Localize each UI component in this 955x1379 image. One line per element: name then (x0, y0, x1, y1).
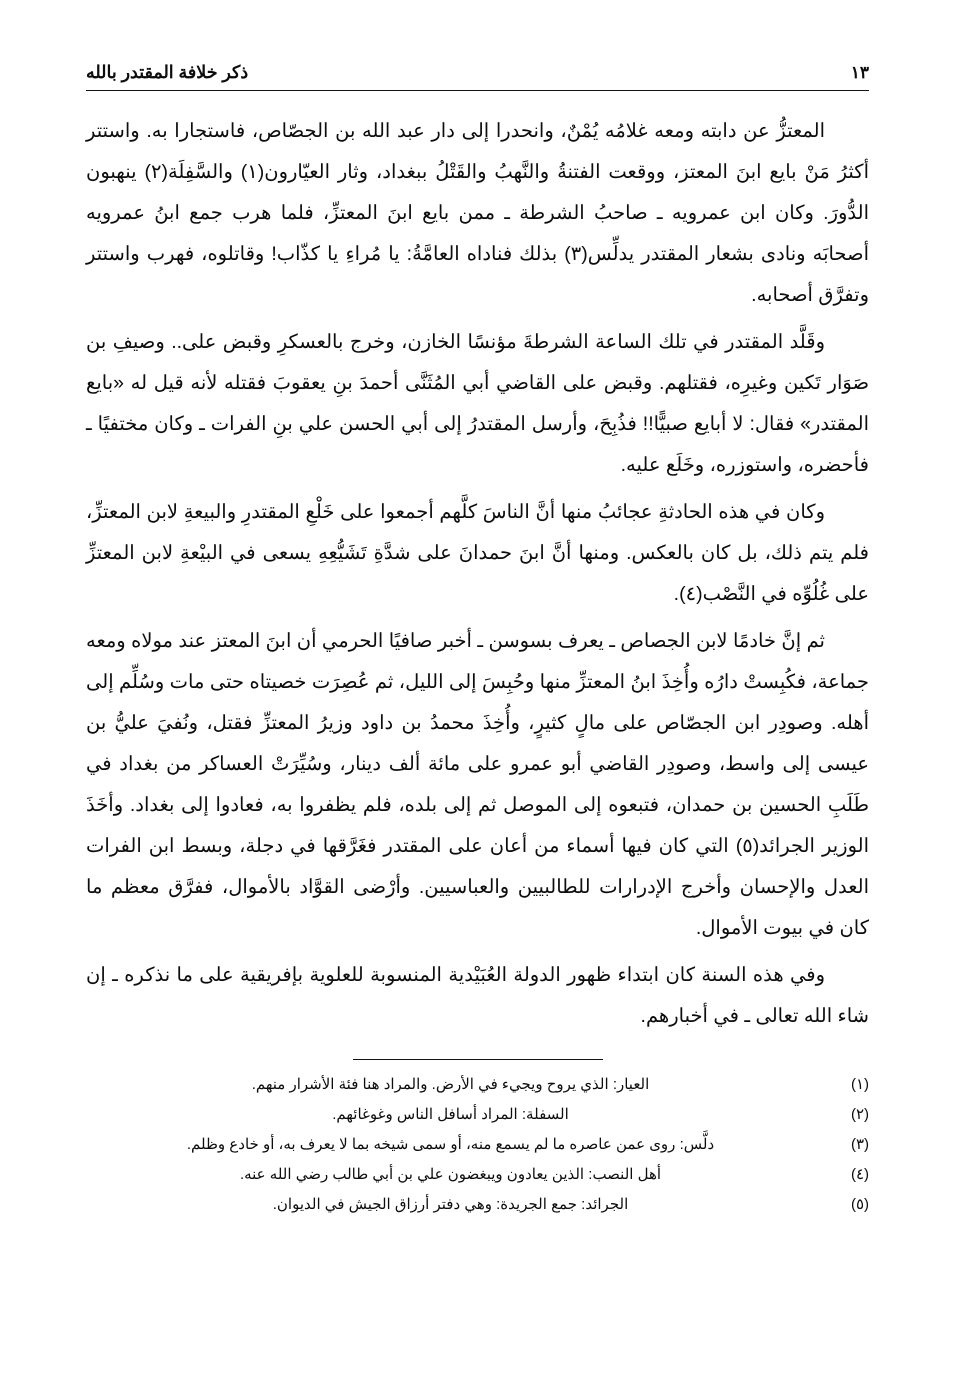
paragraph: وكان في هذه الحادثةِ عجائبُ منها أنَّ الناسَ كلَّهم أجمعوا على خَلْعِ المقتدرِ والبيعةِ لابن المعتزِّ، فلم يتم ذلك، بل كان بالعكس. ومنها أنَّ ابنَ حمدانَ على شدَّةِ تَشَيُّعِهِ يسعى في البيْعةِ لابن المعتزِّ على غُلُوِّه في النَّصْب(٤). (86, 501, 870, 605)
footnote-item (86, 1100, 869, 1130)
footnote-number: (٥) (850, 1196, 869, 1213)
page-number: ١٣ (850, 63, 869, 82)
paragraph: المعتزُّ عن دابته ومعه غلامُه يُمْنٌ، وانحدرا إلى دار عبد الله بن الجصّاص، فاستجارا به. واستتر أكثرُ مَنْ بايع ابنَ المعتز، ووقعت الفتنةُ والنَّهبُ والقَتْلُ ببغداد، وثار العيّارون(١) والسَّفِلَة(٢) ينهبون الدُّورَ. وكان ابن عمرويه ـ صاحبُ الشرطة ـ ممن بايع ابنَ المعتزِّ، فلما هرب جمع ابنُ عمرويه أصحابَه ونادى بشعار المقتدر يدلِّس(٣) بذلك فناداه العامَّةُ: يا مُراءِ يا كذّاب! وقاتلوه، فهرب واستتر وتفرَّق أصحابه. (86, 120, 870, 306)
footnote-item (86, 1190, 869, 1220)
page-footer-spacer (86, 1220, 869, 1240)
footnote-text: دلَّس: روى عمن عاصره ما لم يسمع منه، أو سمى شيخه بما لا يعرف به، أو خادع وظلم. (186, 1136, 715, 1153)
paragraph: وفي هذه السنة كان ابتداء ظهور الدولة العُبَيْدية المنسوبة للعلوية بإفريقية على ما نذكره ـ إن شاء الله تعالى ـ في أخبارهم. (86, 964, 869, 1027)
footnote-number: (٢) (850, 1106, 869, 1123)
footnote-item (86, 1130, 869, 1160)
header-divider (86, 90, 869, 91)
page-header (86, 62, 869, 83)
footnote-number: (٣) (850, 1136, 869, 1153)
footnote-number: (٤) (850, 1166, 869, 1183)
footnote-text: أهل النصب: الذين يعادون ويبغضون علي بن أبي طالب رضي الله عنه. (239, 1166, 662, 1183)
footnote-item (86, 1160, 869, 1190)
footnote-text: العيار: الذي يروح ويجيء في الأرض. والمراد هنا فئة الأشرار منهم. (251, 1076, 650, 1093)
footnote-number: (١) (850, 1076, 869, 1093)
paragraph: وقَلَّد المقتدر في تلك الساعة الشرطةَ مؤنسًا الخازن، وخرج بالعسكرِ وقبض على.. وصيفِ بن صَوَار تَكين وغيرِه، فقتلهم. وقبض على القاضي أبي المُثَنَّى أحمدَ بنِ يعقوبَ فقتله لأنه قيل له «بايع المقتدر» فقال: لا أبايع صبيًّا!! فذُبِحَ، وأرسل المقتدرُ إلى أبي الحسن علي بنِ الفرات ـ وكان مختفيًا ـ فأحضره، واستوزره، وخَلَع عليه. (86, 331, 869, 476)
footnote-divider (353, 1059, 603, 1060)
header-title: ذكر خلافة المقتدر بالله (86, 62, 249, 82)
paragraph: ثم إنَّ خادمًا لابن الجصاص ـ يعرف بسوسن ـ أخبر صافيًا الحرمي أن ابنَ المعتز عند مولاه ومعه جماعة، فكُبِستْ دارُه وأُخِذَ ابنُ المعتزِّ منها وحُبِسَ إلى الليل، ثم عُصِرَت خصيتاه حتى مات وسُلِّم إلى أهله. وصودِر ابن الجصّاص على مالٍ كثيرٍ، وأُخِذَ محمدُ بن داود وزيرُ المعتزِّ فقتل، ونُفيَ عليُّ بن عيسى إلى واسط، وصودِر القاضي أبو عمرو على مائة ألف دينار، وسُيِّرَتْ العساكر من بغداد في طَلَبِ الحسين بن حمدان، فتبعوه إلى الموصل ثم إلى بلده، فلم يظفروا به، فعادوا إلى بغداد. وأخَذَ الوزير الجرائد(٥) التي كان فيها أسماء من أعان على المقتدر فغَرَّقها في دجلة، وبسط ابن الفرات العدل والإحسان وأخرج الإدرارات للطالبيين والعباسيين. وأرْضى القوَّاد بالأموال، ففرَّق معظم ما كان في بيوت الأموال. (85, 630, 870, 939)
footnote-item (86, 1070, 869, 1100)
footnote-list (86, 1070, 869, 1220)
footnote-text: الجرائد: جمع الجريدة: وهي دفتر أرزاق الجيش في الديوان. (272, 1196, 629, 1213)
body-text (86, 111, 869, 1037)
footnote-text: السفلة: المراد أسافل الناس وغوغائهم. (332, 1106, 569, 1123)
